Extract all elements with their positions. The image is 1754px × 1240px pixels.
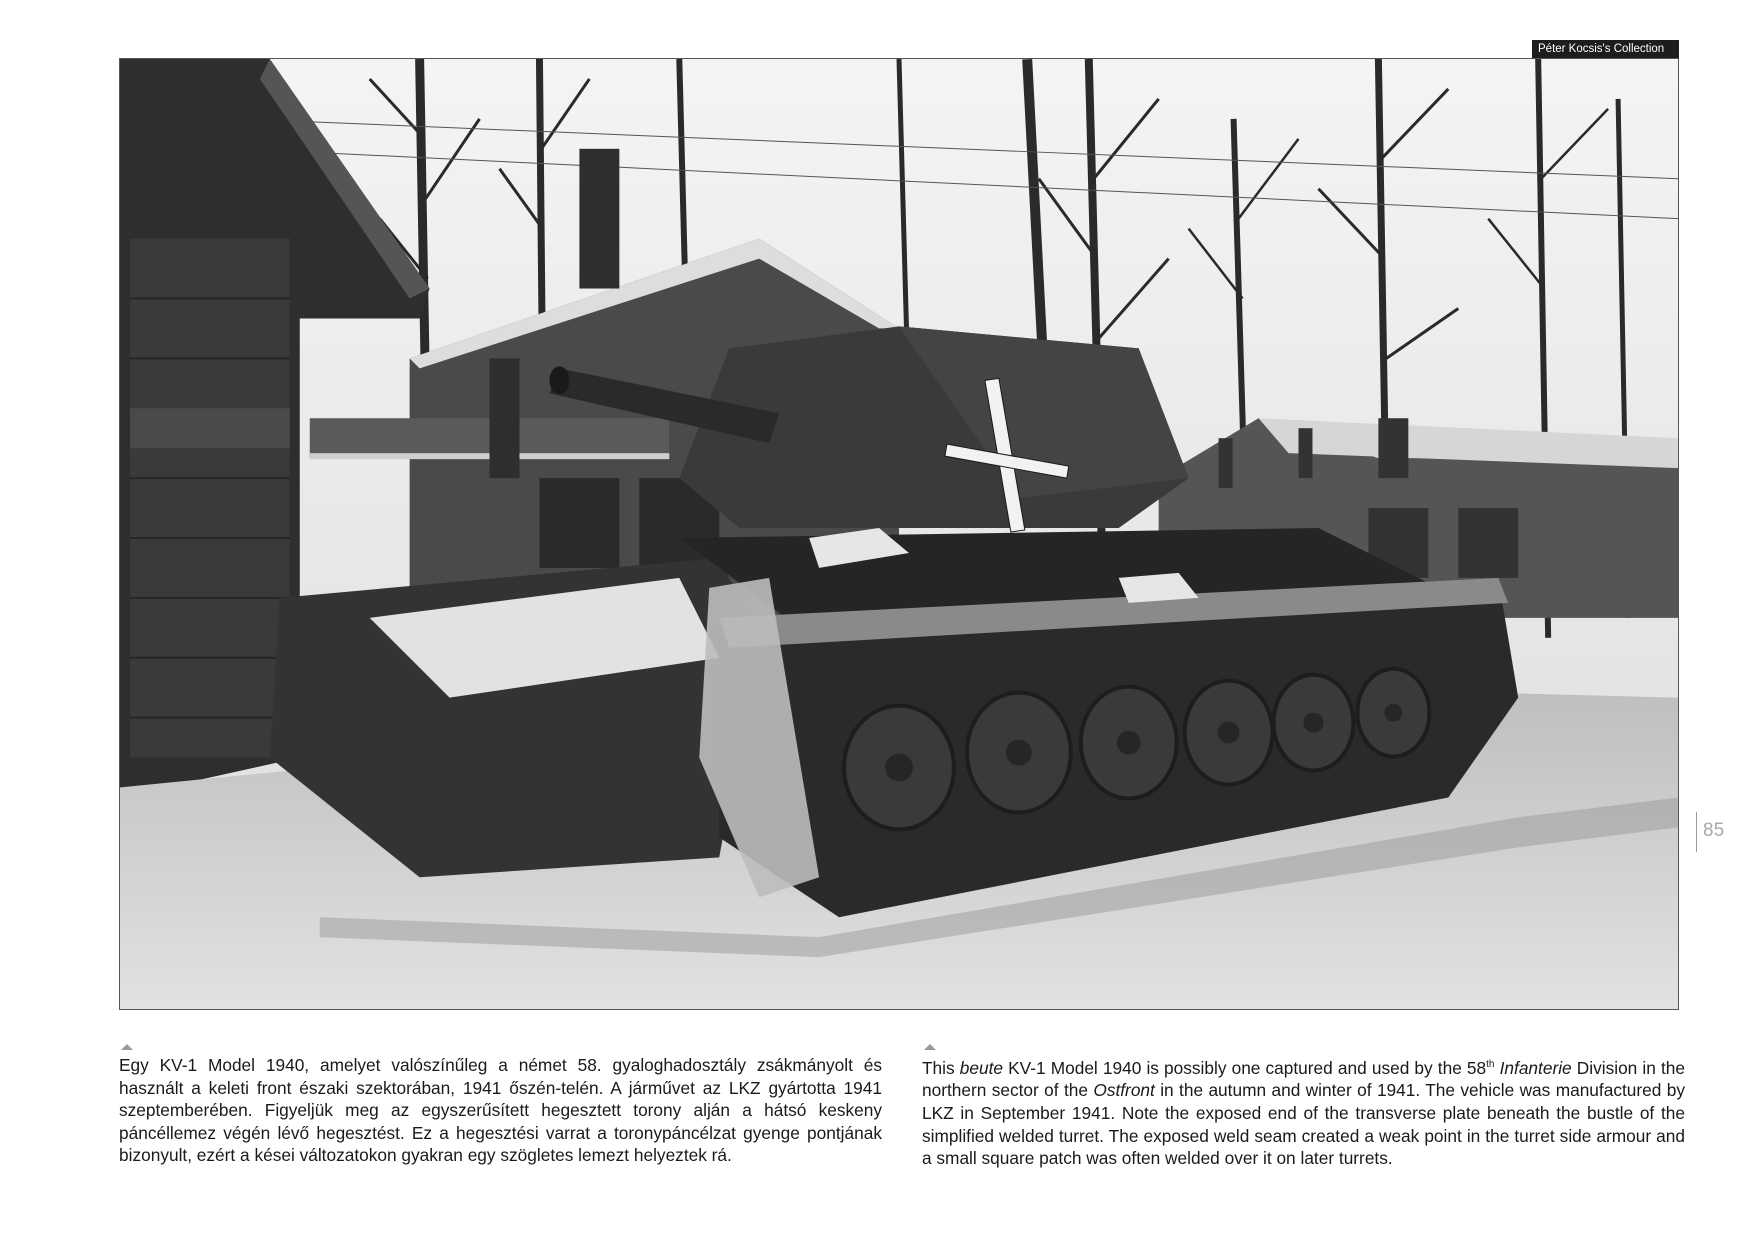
caption-en-text: KV-1 Model 1940 is possibly one captured and used by the 58 [1003, 1057, 1487, 1078]
caption-en-beute: beute [959, 1057, 1004, 1078]
tank-photo [119, 58, 1679, 1010]
caption-en-superscript: th [1486, 1059, 1495, 1070]
caption-en-text: This [922, 1057, 960, 1078]
photo-credit: Péter Kocsis's Collection [1532, 40, 1679, 58]
caption-en-text: in the autumn and winter of 1941. The vehicle was manufactured by LKZ in September 1941. Note the exposed end of the transverse plate beneath the bustle of the simplified welded turret. The exposed weld seam created a weak point in the turret side armour and a small square patch was often welded over it on later turrets. [922, 1080, 1685, 1169]
caption-en-ostfront: Ostfront [1093, 1080, 1155, 1101]
caption-hungarian: Egy KV-1 Model 1940, amelyet valószínűleg a német 58. gyaloghadosztály zsákmányolt és használt a keleti front északi szektorában, 1941 őszén-telén. A járművet az LKZ gyártotta 1941 szeptemberében. Figyeljük meg az egyszerűsített hegesztett torony alján a hátsó keskeny páncéllemez végén lévő hegesztést. Ez a hegesztési varrat a toronypáncélzat gyenge pontjának bizonyult, ezért a kései változatokon gyakran egy szögletes lemezt helyeztek rá. [119, 1055, 882, 1166]
caption-marker-icon [121, 1044, 133, 1050]
page-number-rule [1696, 812, 1697, 852]
caption-marker-icon [924, 1044, 936, 1050]
caption-english [922, 1054, 1685, 1170]
page-number: 85 [1703, 820, 1725, 841]
caption-en-infanterie: Infanterie [1499, 1057, 1572, 1078]
tank-photo-drawing [120, 59, 1678, 1009]
caption-en-text: Division in the northern sector of the [922, 1057, 1685, 1101]
